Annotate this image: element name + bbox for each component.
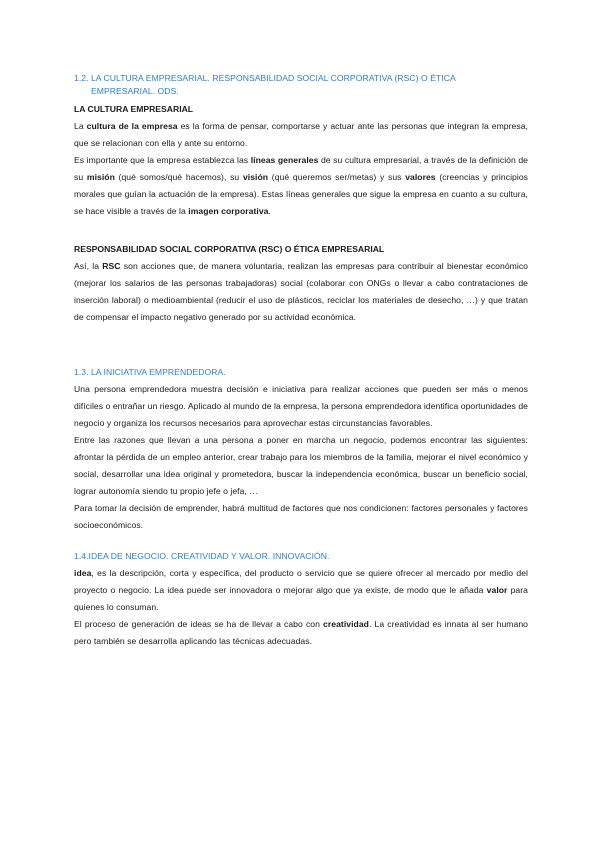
paragraph-rsc: Así, la RSC son acciones que, de manera voluntaria, realizan las empresas para contribuir al bienestar económico (mejorar los salarios de las personas trabajadoras) social (colaborar con ONGs o llevar a cabo contrataciones de inserción laboral) o medioambiental (reducir el uso de plásticos, reciclar los materiales de desecho, …) y que tratan de compensar el impacto negativo generado por su actividad económica.: [74, 261, 528, 322]
subheading-rsc: RESPONSABILIDAD SOCIAL CORPORATIVA (RSC) O ÉTICA EMPRESARIAL: [74, 244, 385, 254]
section-1-2-title-line2: EMPRESARIAL. ODS.: [91, 86, 179, 96]
section-1-2-title-line1: 1.2. LA CULTURA EMPRESARIAL. RESPONSABILIDAD SOCIAL CORPORATIVA (RSC) O ÉTICA: [74, 73, 456, 83]
paragraph-creatividad: El proceso de generación de ideas se ha de llevar a cabo con creatividad. La creatividad es innata al ser humano pero también se desarrolla aplicando las técnicas adecuadas.: [74, 619, 528, 646]
paragraph-idea-negocio: idea, es la descripción, corta y específica, del producto o servicio que se quiere ofrecer al mercado por medio del proyecto o negocio. La idea puede ser innovadora o mejorar algo que ya existe, de modo que le añada valor para quienes lo consuman.: [74, 568, 529, 612]
paragraph-cultura-definicion: La cultura de la empresa es la forma de pensar, comportarse y actuar ante las personas que integran la empresa, que se relacionan con ella y ante su entorno.: [74, 121, 528, 148]
section-1-4-title: 1.4.IDEA DE NEGOCIO. CREATIVIDAD Y VALOR. INNOVACIÓN.: [74, 551, 330, 561]
paragraph-razones-emprender: Entre las razones que llevan a una persona a poner en marcha un negocio, podemos encontrar las siguientes: afrontar la pérdida de un empleo anterior, crear trabajo para los miembros de la familia, mejorar el nivel económico y social, desarrollar una idea original y prometedora, buscar la independencia económica, buscar un beneficio social, lograr autonomía siendo tu propio jefe o jefa, …: [74, 435, 528, 496]
paragraph-decision-emprender: Para tomar la decisión de emprender, habrá multitud de factores que nos condicionen: factores personales y factores socioeconómicos.: [74, 503, 528, 530]
section-1-3-title: 1.3. LA INICIATIVA EMPRENDEDORA.: [74, 367, 226, 377]
paragraph-persona-emprendedora: Una persona emprendedora muestra decisión e iniciativa para realizar acciones que pueden ser más o menos difíciles o entrañar un riesgo. Aplicado al mundo de la empresa, la persona emprendedora identifica oportunidades de negocio y organiza los recursos necesarios para aprovechar estas circunstancias favorables.: [74, 384, 528, 428]
subheading-cultura-empresarial: LA CULTURA EMPRESARIAL: [74, 104, 194, 114]
section-1-2-title: [74, 72, 528, 98]
paragraph-lineas-generales: Es importante que la empresa establezca las líneas generales de su cultura empresarial, a través de la definición de su misión (qué somos/qué hacemos), su visión (qué queremos ser/metas) y sus valores (creencias y principios morales que guían la actuación de la empresa). Estas líneas generales que sigue la empresa en cuanto a su cultura, se hace visible a través de la imagen corporativa.: [74, 155, 528, 216]
